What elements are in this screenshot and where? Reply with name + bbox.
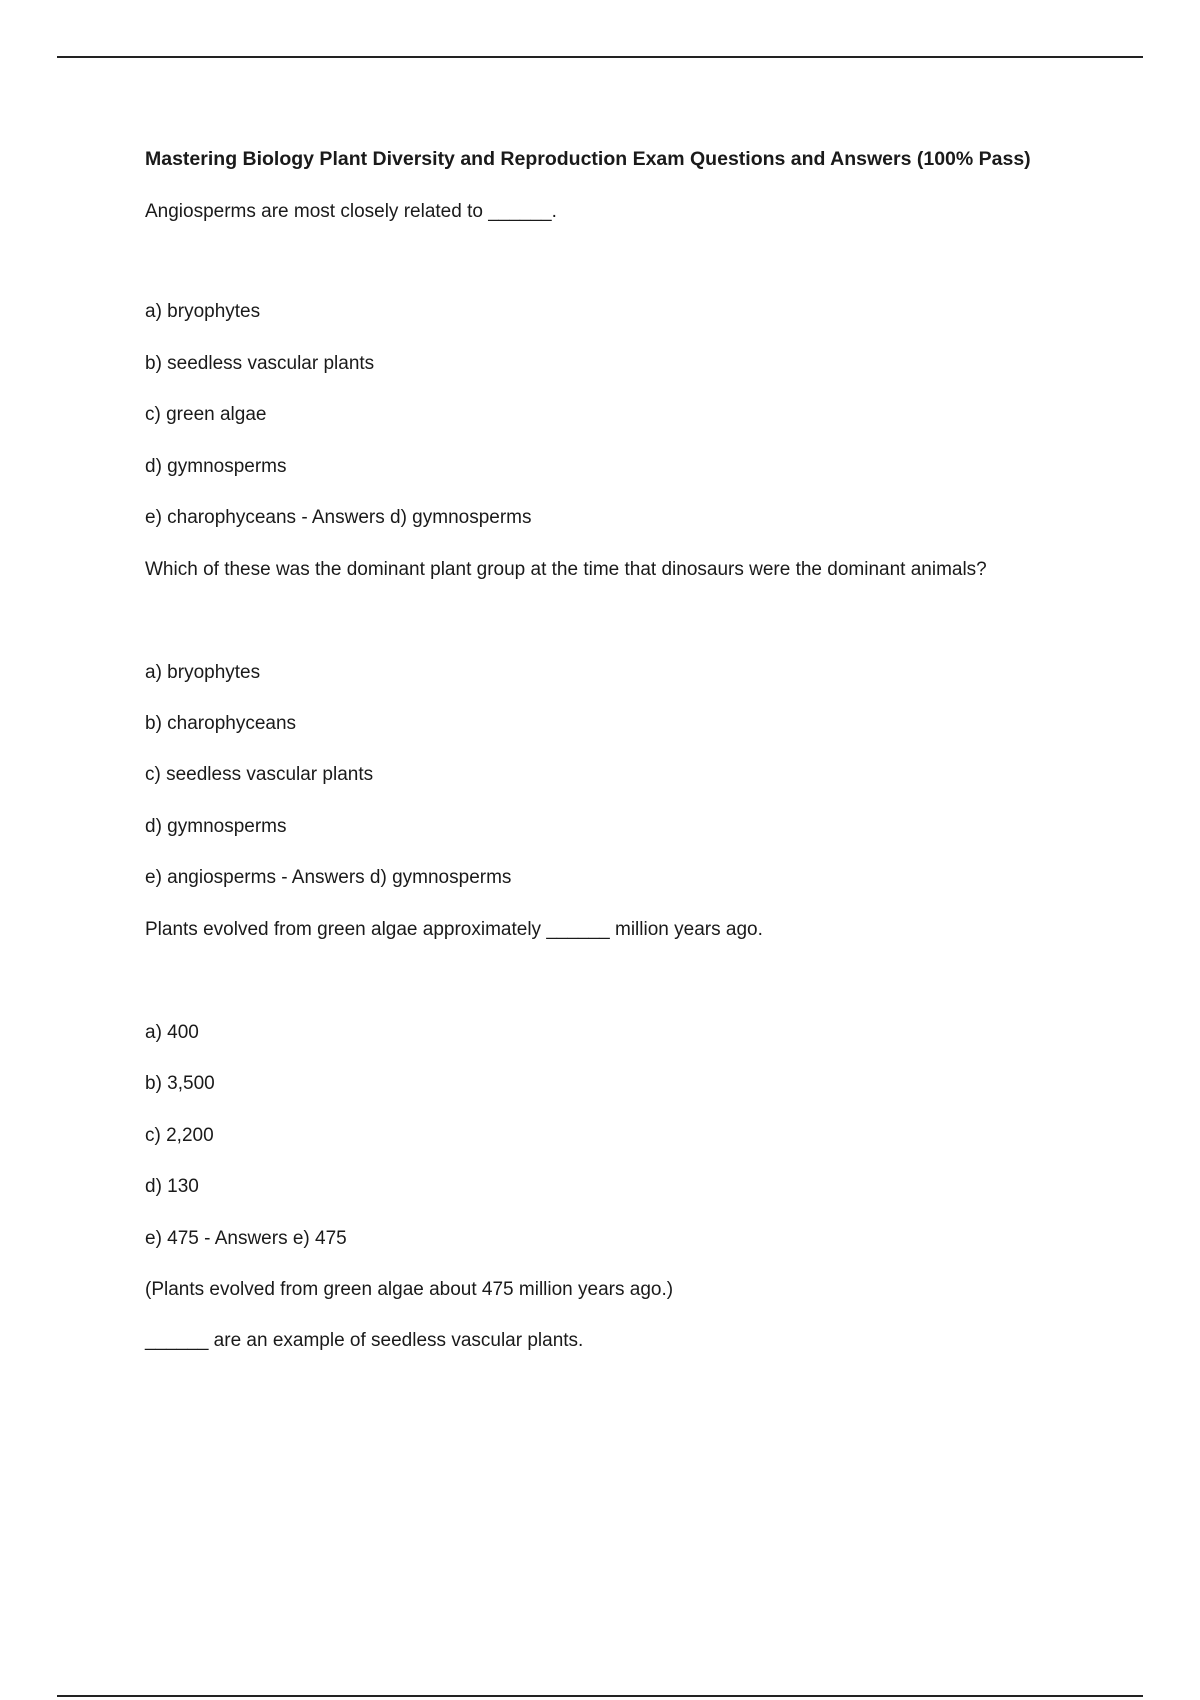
- q1-option-e-answer: e) charophyceans - Answers d) gymnosperms: [145, 507, 532, 528]
- q1-option-b: b) seedless vascular plants: [145, 353, 375, 374]
- q2-option-a: a) bryophytes: [145, 662, 261, 683]
- q3-explanation: (Plants evolved from green algae about 475 million years ago.): [145, 1279, 674, 1300]
- header-rule: [57, 56, 1143, 58]
- q3-option-e-answer: e) 475 - Answers e) 475: [145, 1228, 347, 1249]
- question-3: Plants evolved from green algae approximately ______ million years ago.: [145, 919, 763, 940]
- q2-option-b: b) charophyceans: [145, 713, 297, 734]
- q2-option-c: c) seedless vascular plants: [145, 764, 374, 785]
- question-2: Which of these was the dominant plant group at the time that dinosaurs were the dominant animals?: [145, 559, 987, 580]
- q2-option-d: d) gymnosperms: [145, 816, 287, 837]
- q3-option-a: a) 400: [145, 1022, 199, 1043]
- footer-rule: [57, 1695, 1143, 1697]
- q1-option-a: a) bryophytes: [145, 301, 261, 322]
- q3-option-d: d) 130: [145, 1176, 199, 1197]
- q1-option-d: d) gymnosperms: [145, 456, 287, 477]
- q2-option-e-answer: e) angiosperms - Answers d) gymnosperms: [145, 867, 512, 888]
- document-title: Mastering Biology Plant Diversity and Reproduction Exam Questions and Answers (100% Pass): [145, 148, 1031, 170]
- question-1: Angiosperms are most closely related to ______.: [145, 201, 557, 222]
- q3-option-c: c) 2,200: [145, 1125, 214, 1146]
- question-4: ______ are an example of seedless vascular plants.: [145, 1330, 584, 1351]
- q3-option-b: b) 3,500: [145, 1073, 215, 1094]
- q1-option-c: c) green algae: [145, 404, 267, 425]
